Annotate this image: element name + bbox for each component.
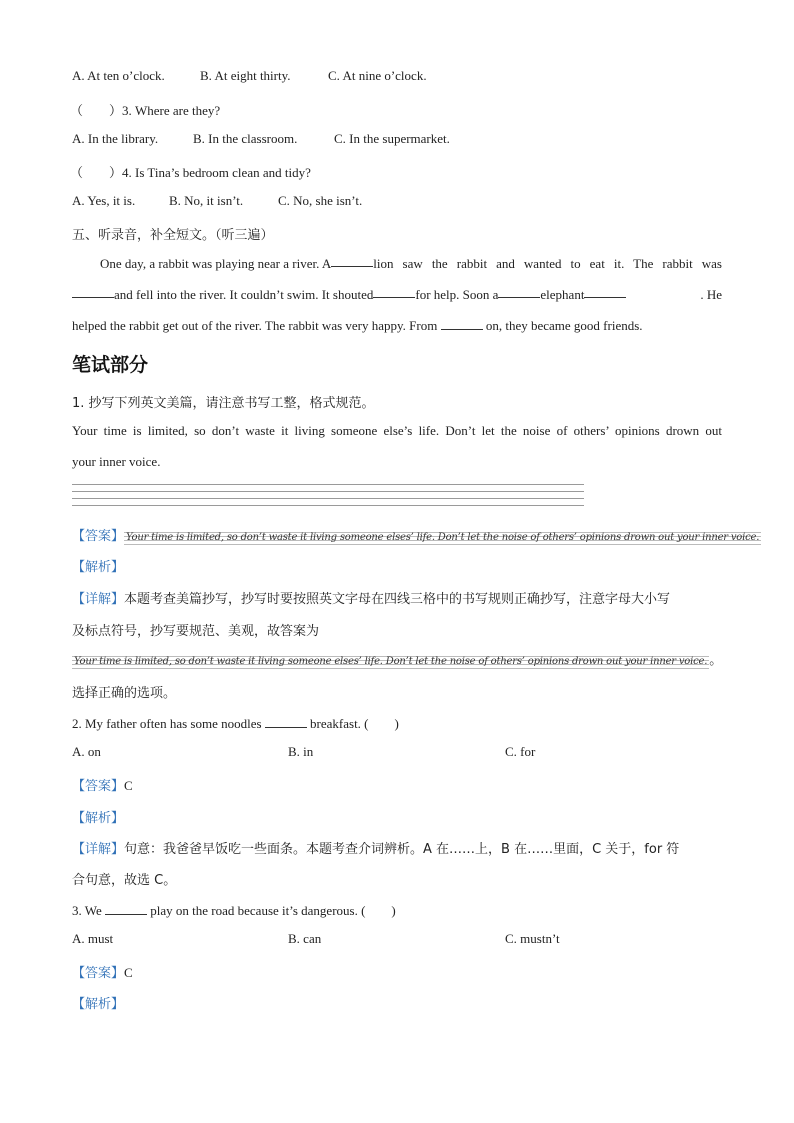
q3-analysis-tag: 【解析】 xyxy=(72,997,125,1012)
four-line-grid[interactable] xyxy=(72,484,584,508)
q2-analysis-tag: 【解析】 xyxy=(72,811,125,826)
passage-line-2 xyxy=(72,287,722,303)
detail-tag: 【详解】 xyxy=(72,842,125,857)
q2-written-options xyxy=(72,744,535,760)
blank-5[interactable] xyxy=(584,287,626,298)
passage-text: lion saw the rabbit and wanted to eat it. The rabbit was xyxy=(373,256,722,271)
option-c: C. In the supermarket. xyxy=(334,131,450,146)
option-b: B. At eight thirty. xyxy=(200,68,291,83)
passage-text: One day, a rabbit was playing near a river. A xyxy=(100,256,332,271)
answer-value: C xyxy=(124,965,133,980)
question-text: 3. Where are they? xyxy=(122,103,221,118)
q4-options xyxy=(72,193,362,209)
detail-text: 本题考查美篇抄写，抄写时要按照英文字母在四线三格中的书写规则正确抄写，注意字母大小写 xyxy=(124,592,671,607)
q2-options xyxy=(72,68,427,84)
q1-instruction: 1. 抄写下列英文美篇，请注意书写工整，格式规范。 xyxy=(72,396,375,411)
option-a: A. In the library. xyxy=(72,131,159,146)
passage-text: on, they became good friends. xyxy=(482,318,643,333)
answer-tag: 【答案】 xyxy=(72,779,125,794)
option-c: C. At nine o’clock. xyxy=(328,68,427,83)
q3-options xyxy=(72,131,450,147)
passage-text: for help. Soon a xyxy=(415,287,499,302)
option-a: A. must xyxy=(72,931,114,946)
option-c: C. mustn’t xyxy=(505,931,560,946)
option-c: C. No, she isn’t. xyxy=(278,193,363,208)
q3-written-options xyxy=(72,931,560,947)
blank-4[interactable] xyxy=(498,287,540,298)
listening-q3 xyxy=(70,100,220,119)
passage-text: . He xyxy=(700,287,722,302)
q2-detail xyxy=(72,838,679,857)
option-c: C. for xyxy=(505,744,536,759)
question-text: 2. My father often has some noodles xyxy=(72,716,265,731)
question-text: 4. Is Tina’s bedroom clean and tidy? xyxy=(122,165,311,180)
listening-q4 xyxy=(70,162,311,181)
option-a: A. Yes, it is. xyxy=(72,193,136,208)
written-q2 xyxy=(72,713,399,732)
option-b: B. No, it isn’t. xyxy=(169,193,244,208)
answer-tag: 【答案】 xyxy=(72,966,125,981)
passage-text: elephant xyxy=(540,287,585,302)
q1-answer xyxy=(72,525,761,546)
q1-copy-line-2: your inner voice. xyxy=(72,454,161,469)
option-a: A. on xyxy=(72,744,101,759)
blank-6[interactable] xyxy=(441,319,483,330)
question-text: play on the road because it’s dangerous. ( ) xyxy=(147,903,396,918)
answer-handwriting: Your time is limited, so don’t waste it living someone elses’ life. Don’t let the noise of others’ opinions drown out your inner voice. xyxy=(124,530,761,546)
q1-analysis-tag: 【解析】 xyxy=(72,560,125,575)
q2-detail-cont: 合句意，故选 C。 xyxy=(72,873,177,888)
option-b: B. In the classroom. xyxy=(193,131,298,146)
blank[interactable] xyxy=(105,904,147,915)
blank[interactable] xyxy=(265,717,307,728)
blank-3[interactable] xyxy=(373,287,415,298)
blank-1[interactable] xyxy=(331,256,373,267)
detail-text: 句意：我爸爸早饭吃一些面条。本题考查介词辨析。A 在……上，B 在……里面，C 关于，for 符 xyxy=(124,842,680,857)
detail-end: 。 xyxy=(709,653,723,668)
option-b: B. in xyxy=(288,744,314,759)
answer-tag: 【答案】 xyxy=(72,529,125,544)
q1-answer-repeat xyxy=(72,649,722,670)
option-b: B. can xyxy=(288,931,322,946)
section5-title: 五、听录音，补全短文。（听三遍） xyxy=(72,228,274,243)
passage-line-3 xyxy=(72,318,643,334)
passage-text: helped the rabbit get out of the river. The rabbit was very happy. From xyxy=(72,318,441,333)
answer-paren: （ ） xyxy=(70,166,123,181)
q3-answer xyxy=(72,962,133,981)
answer-value: C xyxy=(124,778,133,793)
q1-copy-line-1: Your time is limited, so don’t waste it living someone else’s life. Don’t let the noise of others’ opinions drown out xyxy=(72,423,722,438)
option-a: A. At ten o’clock. xyxy=(72,68,165,83)
passage-line-1 xyxy=(100,256,722,272)
answer-paren: （ ） xyxy=(70,104,123,119)
q1-detail xyxy=(72,588,670,607)
answer-handwriting: Your time is limited, so don’t waste it living someone elses’ life. Don’t let the noise of others’ opinions drown out your inner voice. xyxy=(72,654,709,670)
written-q3 xyxy=(72,900,396,919)
written-heading: 笔试部分 xyxy=(72,354,149,376)
q2-answer xyxy=(72,775,133,794)
question-text: breakfast. ( ) xyxy=(306,716,399,731)
q1-detail-cont: 及标点符号，抄写要规范、美观，故答案为 xyxy=(72,624,320,639)
blank-2[interactable] xyxy=(72,287,114,298)
question-text: 3. We xyxy=(72,903,106,918)
detail-tag: 【详解】 xyxy=(72,592,125,607)
choose-instruction: 选择正确的选项。 xyxy=(72,686,177,701)
passage-text: and fell into the river. It couldn’t swim. It shouted xyxy=(114,287,374,302)
